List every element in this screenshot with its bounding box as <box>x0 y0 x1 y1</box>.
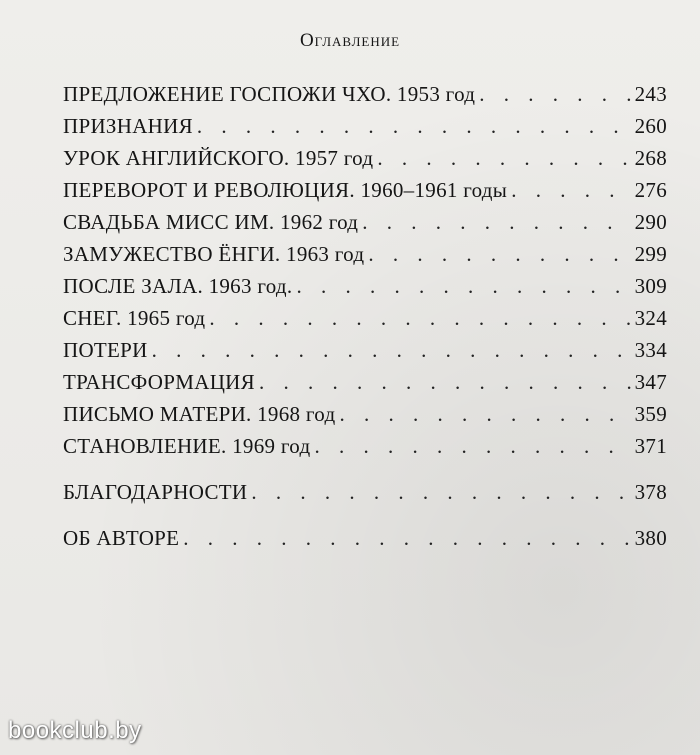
dot-leader <box>511 174 630 206</box>
dot-leader <box>377 142 630 174</box>
toc-entry-page: 290 <box>634 210 667 234</box>
toc-entry-page: 324 <box>634 306 667 330</box>
toc-entry-page: 371 <box>634 434 667 458</box>
site-watermark: bookclub.by <box>8 717 142 744</box>
toc-entry <box>63 334 667 366</box>
toc-entry-page: 378 <box>634 480 667 504</box>
toc-entry-title: СТАНОВЛЕНИЕ. 1969 год <box>63 434 311 458</box>
table-of-contents <box>63 78 667 554</box>
dot-leader <box>183 522 630 554</box>
toc-entry-title: ПЕРЕВОРОТ И РЕВОЛЮЦИЯ. 1960–1961 годы <box>63 178 508 202</box>
toc-entry <box>63 398 667 430</box>
toc-entry-page: 380 <box>634 526 667 550</box>
toc-entry-page: 243 <box>634 82 667 106</box>
toc-entry <box>63 238 667 270</box>
toc-entry-title: ПИСЬМО МАТЕРИ. 1968 год <box>63 402 336 426</box>
dot-leader <box>362 206 630 238</box>
toc-entry-title: ЗАМУЖЕСТВО ЁНГИ. 1963 год <box>63 242 365 266</box>
toc-entry <box>63 430 667 462</box>
dot-leader <box>259 366 631 398</box>
toc-entry-page: 347 <box>634 370 667 394</box>
dot-leader <box>251 476 630 508</box>
toc-entry-page: 260 <box>634 114 667 138</box>
toc-entry <box>63 302 667 334</box>
toc-entry-title: ПОТЕРИ <box>63 338 148 362</box>
dot-leader <box>197 110 631 142</box>
toc-entry <box>63 142 667 174</box>
toc-entry-page: 309 <box>634 274 667 298</box>
toc-entry-title: УРОК АНГЛИЙСКОГО. 1957 год <box>63 146 374 170</box>
toc-entry <box>63 270 667 302</box>
toc-entry <box>63 206 667 238</box>
toc-entry <box>63 174 667 206</box>
toc-entry-title: ОБ АВТОРЕ <box>63 526 180 550</box>
toc-entry-title: ПОСЛЕ ЗАЛА. 1963 год. <box>63 274 293 298</box>
toc-entry-title: СНЕГ. 1965 год <box>63 306 206 330</box>
toc-entry-page: 299 <box>634 242 667 266</box>
toc-entry-title: СВАДЬБА МИСС ИМ. 1962 год <box>63 210 359 234</box>
toc-entry-page: 268 <box>634 146 667 170</box>
toc-entry-title: ПРИЗНАНИЯ <box>63 114 193 138</box>
toc-entry-title: ТРАНСФОРМАЦИЯ <box>63 370 255 394</box>
toc-entry <box>63 522 667 554</box>
toc-entry-title: БЛАГОДАРНОСТИ <box>63 480 248 504</box>
toc-entry <box>63 476 667 508</box>
dot-leader <box>314 430 630 462</box>
toc-entry-page: 359 <box>634 402 667 426</box>
toc-entry <box>63 110 667 142</box>
dot-leader <box>368 238 630 270</box>
toc-entry-page: 334 <box>634 338 667 362</box>
toc-entry-title: ПРЕДЛОЖЕНИЕ ГОСПОЖИ ЧХО. 1953 год <box>63 82 476 106</box>
dot-leader <box>339 398 630 430</box>
page-title: Оглавление <box>299 30 401 51</box>
dot-leader <box>209 302 630 334</box>
toc-entry <box>63 366 667 398</box>
toc-entry <box>63 78 667 110</box>
dot-leader <box>479 78 630 110</box>
dot-leader <box>296 270 630 302</box>
dot-leader <box>152 334 631 366</box>
toc-entry-page: 276 <box>634 178 667 202</box>
